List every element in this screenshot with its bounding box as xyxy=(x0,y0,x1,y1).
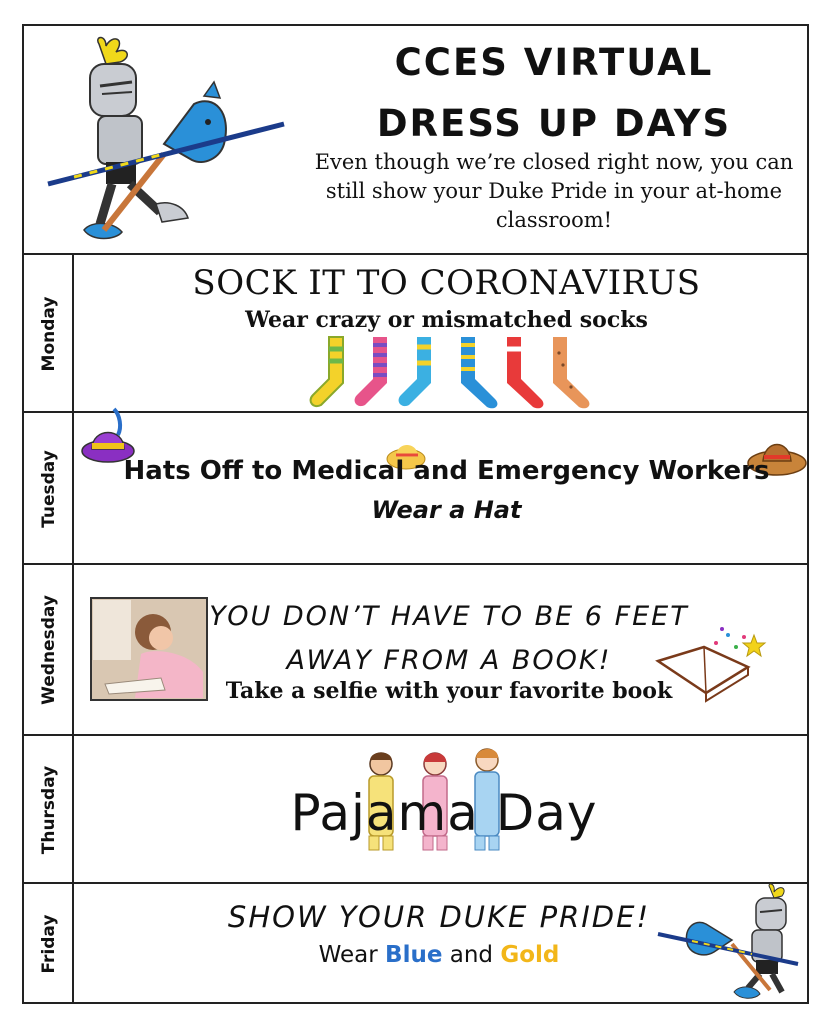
wednesday-row xyxy=(24,563,807,735)
thursday-label: Thursday xyxy=(39,765,59,854)
thursday-row xyxy=(24,734,807,883)
friday-row xyxy=(24,882,807,1004)
wednesday-title-line2: AWAY FROM A BOOK! xyxy=(286,645,612,676)
page-title-line1: CCES VIRTUAL xyxy=(394,41,714,84)
friday-title: SHOW YOUR DUKE PRIDE! xyxy=(227,900,651,934)
wednesday-day-cell xyxy=(24,565,74,735)
tuesday-title: Hats Off to Medical and Emergency Workers xyxy=(123,456,770,486)
friday-subtitle-prefix: Wear xyxy=(318,942,378,968)
wednesday-label: Wednesday xyxy=(39,595,59,705)
header-subtitle: Even though we’re closed right now, you can still show your Duke Pride in your at-home classroom! xyxy=(314,150,794,232)
tuesday-row xyxy=(24,411,807,564)
monday-title: SOCK IT TO CORONAVIRUS xyxy=(192,263,701,303)
tuesday-subtitle: Wear a Hat xyxy=(371,496,522,524)
friday-subtitle-and: and xyxy=(449,942,494,968)
thursday-day-cell xyxy=(24,736,74,883)
knight-mascot-icon xyxy=(44,34,294,249)
monday-row xyxy=(24,253,807,412)
friday-subtitle xyxy=(224,942,654,968)
wednesday-subtitle: Take a selfie with your favorite book xyxy=(225,678,673,704)
friday-subtitle-gold: Gold xyxy=(500,942,560,968)
header-section xyxy=(24,26,807,254)
friday-subtitle-blue: Blue xyxy=(385,942,443,968)
socks-icon xyxy=(299,335,599,410)
tuesday-day-cell xyxy=(24,413,74,564)
reading-child-photo xyxy=(91,598,207,700)
wednesday-title-line1: YOU DON’T HAVE TO BE 6 FEET xyxy=(209,601,689,632)
monday-subtitle: Wear crazy or mismatched socks xyxy=(245,307,648,333)
friday-day-cell xyxy=(24,884,74,1004)
page-title-line2: DRESS UP DAYS xyxy=(376,102,732,145)
knight-mascot-small-icon xyxy=(652,884,802,1002)
monday-day-cell xyxy=(24,255,74,412)
flyer-frame xyxy=(22,24,809,1004)
tuesday-label: Tuesday xyxy=(39,449,59,528)
thursday-title: Pajama Day xyxy=(290,784,598,842)
friday-label: Friday xyxy=(39,914,59,974)
monday-label: Monday xyxy=(39,296,59,371)
